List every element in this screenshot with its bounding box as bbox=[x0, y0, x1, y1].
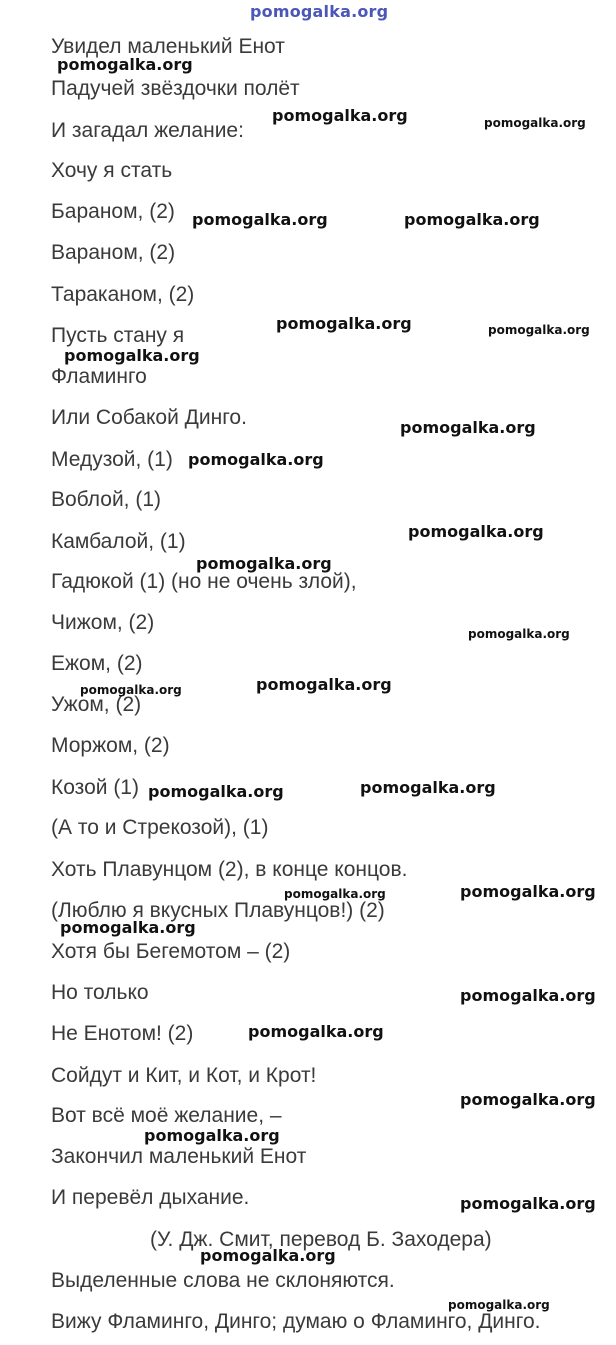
poem-line: Ежом, (2) bbox=[51, 652, 143, 675]
poem-line: Хотя бы Бегемотом – (2) bbox=[51, 940, 291, 963]
poem-line: Хочу я стать bbox=[51, 159, 173, 182]
poem-line: Вот всё моё желание, – bbox=[51, 1104, 282, 1127]
watermark: pomogalka.org bbox=[256, 675, 392, 694]
poem-line: Бараном, (2) bbox=[51, 200, 175, 223]
watermark: pomogalka.org bbox=[488, 323, 590, 337]
watermark: pomogalka.org bbox=[408, 522, 544, 541]
watermark-header: pomogalka.org bbox=[250, 2, 389, 21]
watermark: pomogalka.org bbox=[80, 683, 182, 697]
poem-line: Ужом, (2) bbox=[51, 693, 142, 716]
watermark: pomogalka.org bbox=[360, 778, 496, 797]
watermark: pomogalka.org bbox=[484, 116, 586, 130]
poem-line: Или Собакой Динго. bbox=[51, 406, 247, 429]
watermark: pomogalka.org bbox=[448, 1298, 550, 1312]
poem-line: Не Енотом! (2) bbox=[51, 1022, 194, 1045]
attribution: (У. Дж. Смит, перевод Б. Заходера) bbox=[150, 1228, 492, 1251]
poem-line: (А то и Стрекозой), (1) bbox=[51, 816, 269, 839]
poem-line: Закончил маленький Енот bbox=[51, 1145, 307, 1168]
poem-line: Пусть стану я bbox=[51, 324, 185, 347]
poem-line: Гадюкой (1) (но не очень злой), bbox=[51, 570, 357, 593]
watermark: pomogalka.org bbox=[404, 210, 540, 229]
watermark: pomogalka.org bbox=[460, 882, 596, 901]
watermark: pomogalka.org bbox=[144, 1126, 280, 1145]
watermark: pomogalka.org bbox=[284, 887, 386, 901]
watermark: pomogalka.org bbox=[272, 106, 408, 125]
poem-line: Воблой, (1) bbox=[51, 488, 162, 511]
poem-line: Чижом, (2) bbox=[51, 611, 155, 634]
poem-line: Хоть Плавунцом (2), в конце концов. bbox=[51, 858, 408, 881]
watermark: pomogalka.org bbox=[57, 55, 193, 74]
watermark: pomogalka.org bbox=[64, 346, 200, 365]
poem-line: Падучей звёздочки полёт bbox=[51, 77, 300, 100]
poem-line: (Люблю я вкусных Плавунцов!) (2) bbox=[51, 899, 385, 922]
poem-line: Камбалой, (1) bbox=[51, 530, 186, 553]
poem-line: Козой (1) bbox=[51, 776, 139, 799]
poem-line: Вараном, (2) bbox=[51, 241, 176, 264]
poem-line: Сойдут и Кит, и Кот, и Крот! bbox=[51, 1064, 317, 1087]
watermark: pomogalka.org bbox=[148, 782, 284, 801]
watermark: pomogalka.org bbox=[196, 554, 332, 573]
watermark: pomogalka.org bbox=[188, 450, 324, 469]
poem-line: Медузой, (1) bbox=[51, 448, 173, 471]
poem-line: Но только bbox=[51, 981, 149, 1004]
poem-line: Фламинго bbox=[51, 365, 147, 388]
watermark: pomogalka.org bbox=[192, 210, 328, 229]
poem-line: Моржом, (2) bbox=[51, 734, 170, 757]
watermark: pomogalka.org bbox=[200, 1246, 336, 1265]
watermark: pomogalka.org bbox=[248, 1022, 384, 1041]
watermark: pomogalka.org bbox=[276, 314, 412, 333]
poem-line: Тараканом, (2) bbox=[51, 283, 195, 306]
poem-line: И загадал желание: bbox=[51, 119, 244, 142]
poem-line: Увидел маленький Енот bbox=[51, 35, 285, 58]
watermark: pomogalka.org bbox=[460, 986, 596, 1005]
watermark: pomogalka.org bbox=[460, 1090, 596, 1109]
note-line: Выделенные слова не склоняются. bbox=[51, 1269, 395, 1292]
watermark: pomogalka.org bbox=[468, 627, 570, 641]
watermark: pomogalka.org bbox=[60, 918, 196, 937]
watermark: pomogalka.org bbox=[400, 418, 536, 437]
poem-line: И перевёл дыхание. bbox=[51, 1186, 250, 1209]
watermark: pomogalka.org bbox=[460, 1194, 596, 1213]
note-line: Вижу Фламинго, Динго; думаю о Фламинго, Динго. bbox=[51, 1310, 541, 1333]
